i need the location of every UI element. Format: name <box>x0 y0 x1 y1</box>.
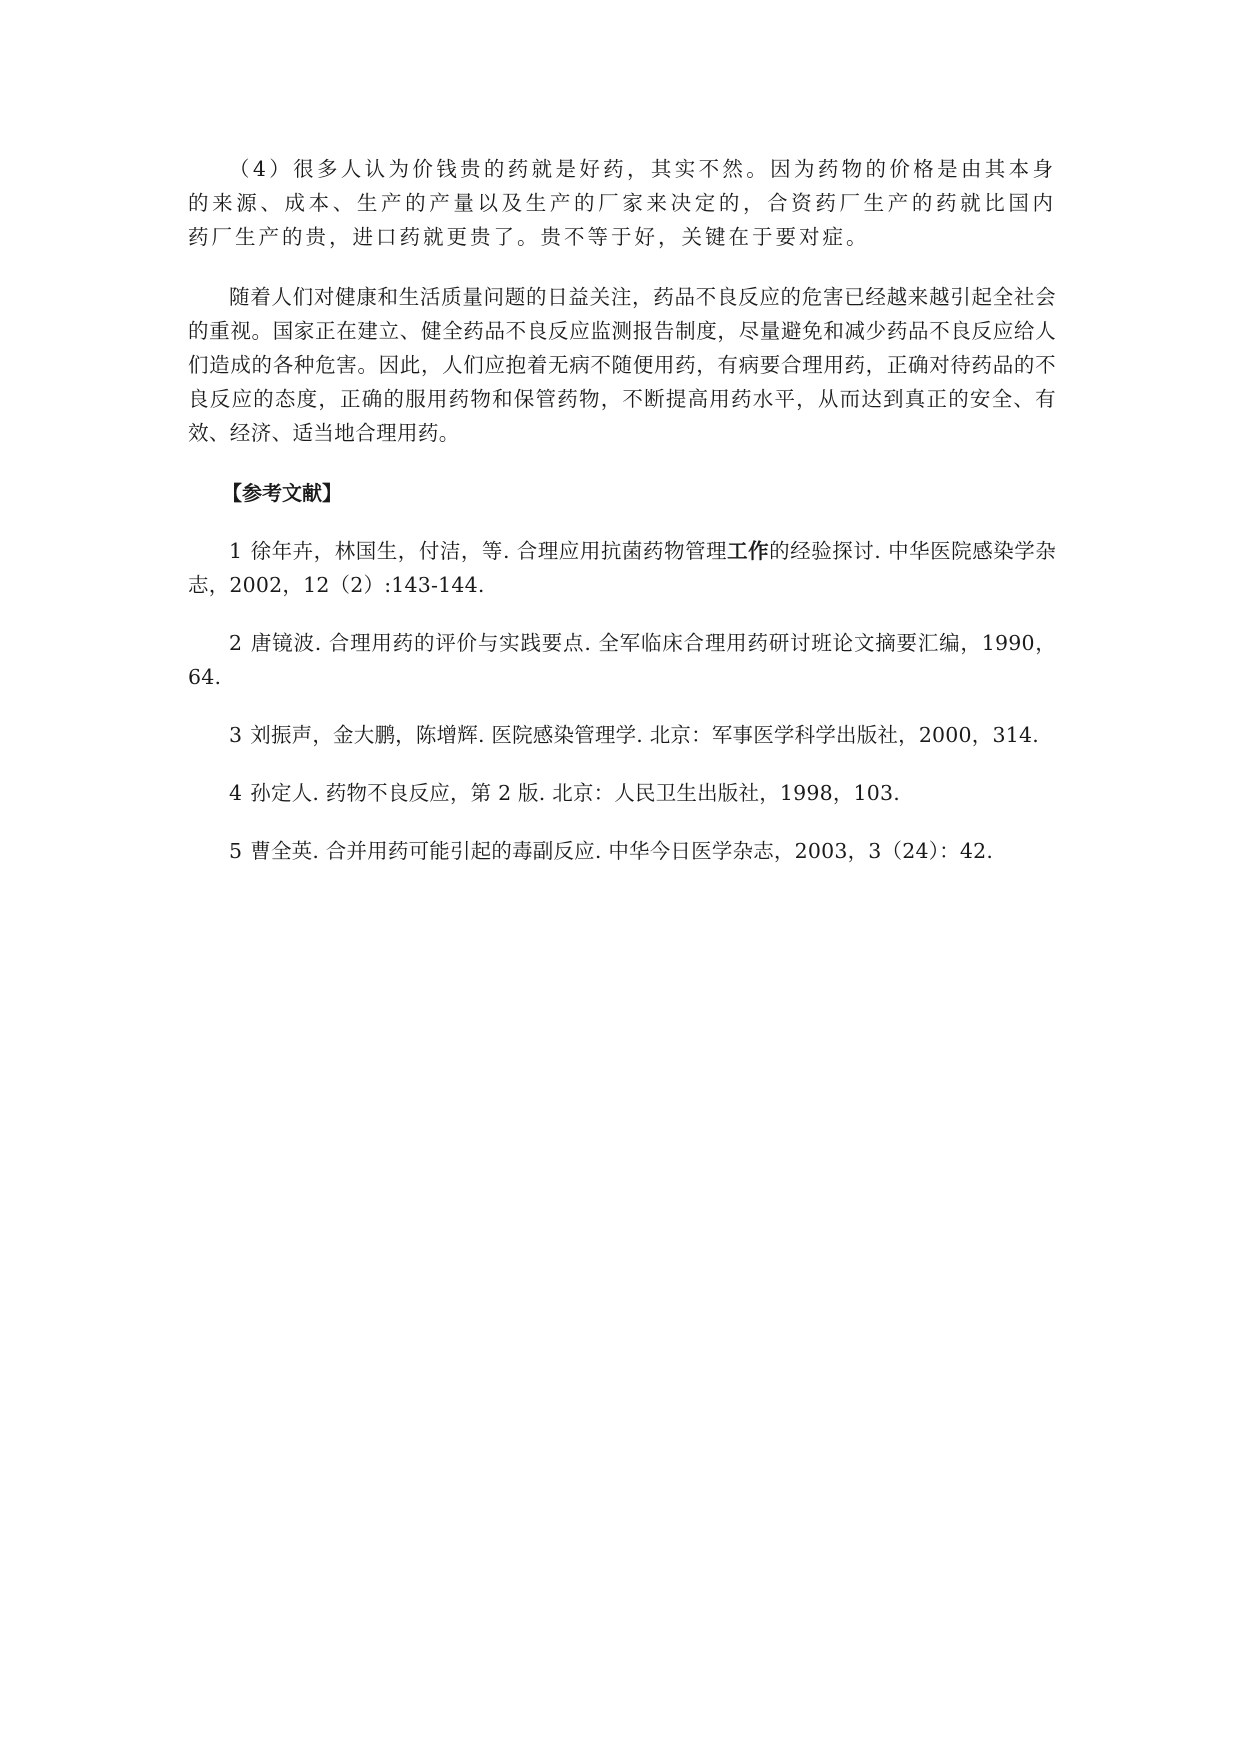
body-paragraph: 随着人们对健康和生活质量问题的日益关注，药品不良反应的危害已经越来越引起全社会的重视。国家正在建立、健全药品不良反应监测报告制度，尽量避免和减少药品不良反应给人们造成的各种危害。因此，人们应抱着无病不随便用药，有病要合理用药，正确对待药品的不良反应的态度，正确的服用药物和保管药物，不断提高用药水平，从而达到真正的安全、有效、经济、适当地合理用药。 <box>188 285 1056 445</box>
body-paragraph: （4）很多人认为价钱贵的药就是好药，其实不然。因为药物的价格是由其本身的来源、成本、生产的产量以及生产的厂家来决定的，合资药厂生产的药就比国内药厂生产的贵，进口药就更贵了。贵不等于好，关键在于要对症。 <box>188 157 1056 249</box>
page-content <box>188 152 1056 868</box>
reference-number: 1 <box>229 539 243 563</box>
reference-number: 3 <box>229 723 243 747</box>
references-heading: 【参考文献】 <box>222 481 342 505</box>
reference-text: 徐年卉，林国生，付洁，等. 合理应用抗菌药物管理 <box>250 539 728 563</box>
reference-number: 4 <box>229 781 243 805</box>
reference-item <box>188 534 1056 602</box>
reference-text: 曹全英. 合并用药可能引起的毒副反应. 中华今日医学杂志，2003，3（24）：42. <box>250 839 994 863</box>
reference-item <box>188 834 1056 868</box>
reference-text: 唐镜波. 合理用药的评价与实践要点. 全军临床合理用药研讨班论文摘要汇编，1990，64. <box>188 631 1056 689</box>
reference-text: 孙定人. 药物不良反应，第 2 版. 北京：人民卫生出版社，1998，103. <box>250 781 901 805</box>
reference-item <box>188 626 1056 694</box>
reference-bold-text: 工作 <box>727 539 770 563</box>
reference-number: 2 <box>229 631 243 655</box>
reference-text-end: 的经验探讨. 中华医院感染学杂志，2002，12（2）:143-144. <box>188 539 1056 597</box>
reference-item <box>188 776 1056 810</box>
reference-item <box>188 718 1056 752</box>
references-list <box>188 534 1056 868</box>
reference-number: 5 <box>229 839 243 863</box>
reference-text: 刘振声，金大鹏，陈增辉. 医院感染管理学. 北京：军事医学科学出版社，2000，314. <box>250 723 1039 747</box>
